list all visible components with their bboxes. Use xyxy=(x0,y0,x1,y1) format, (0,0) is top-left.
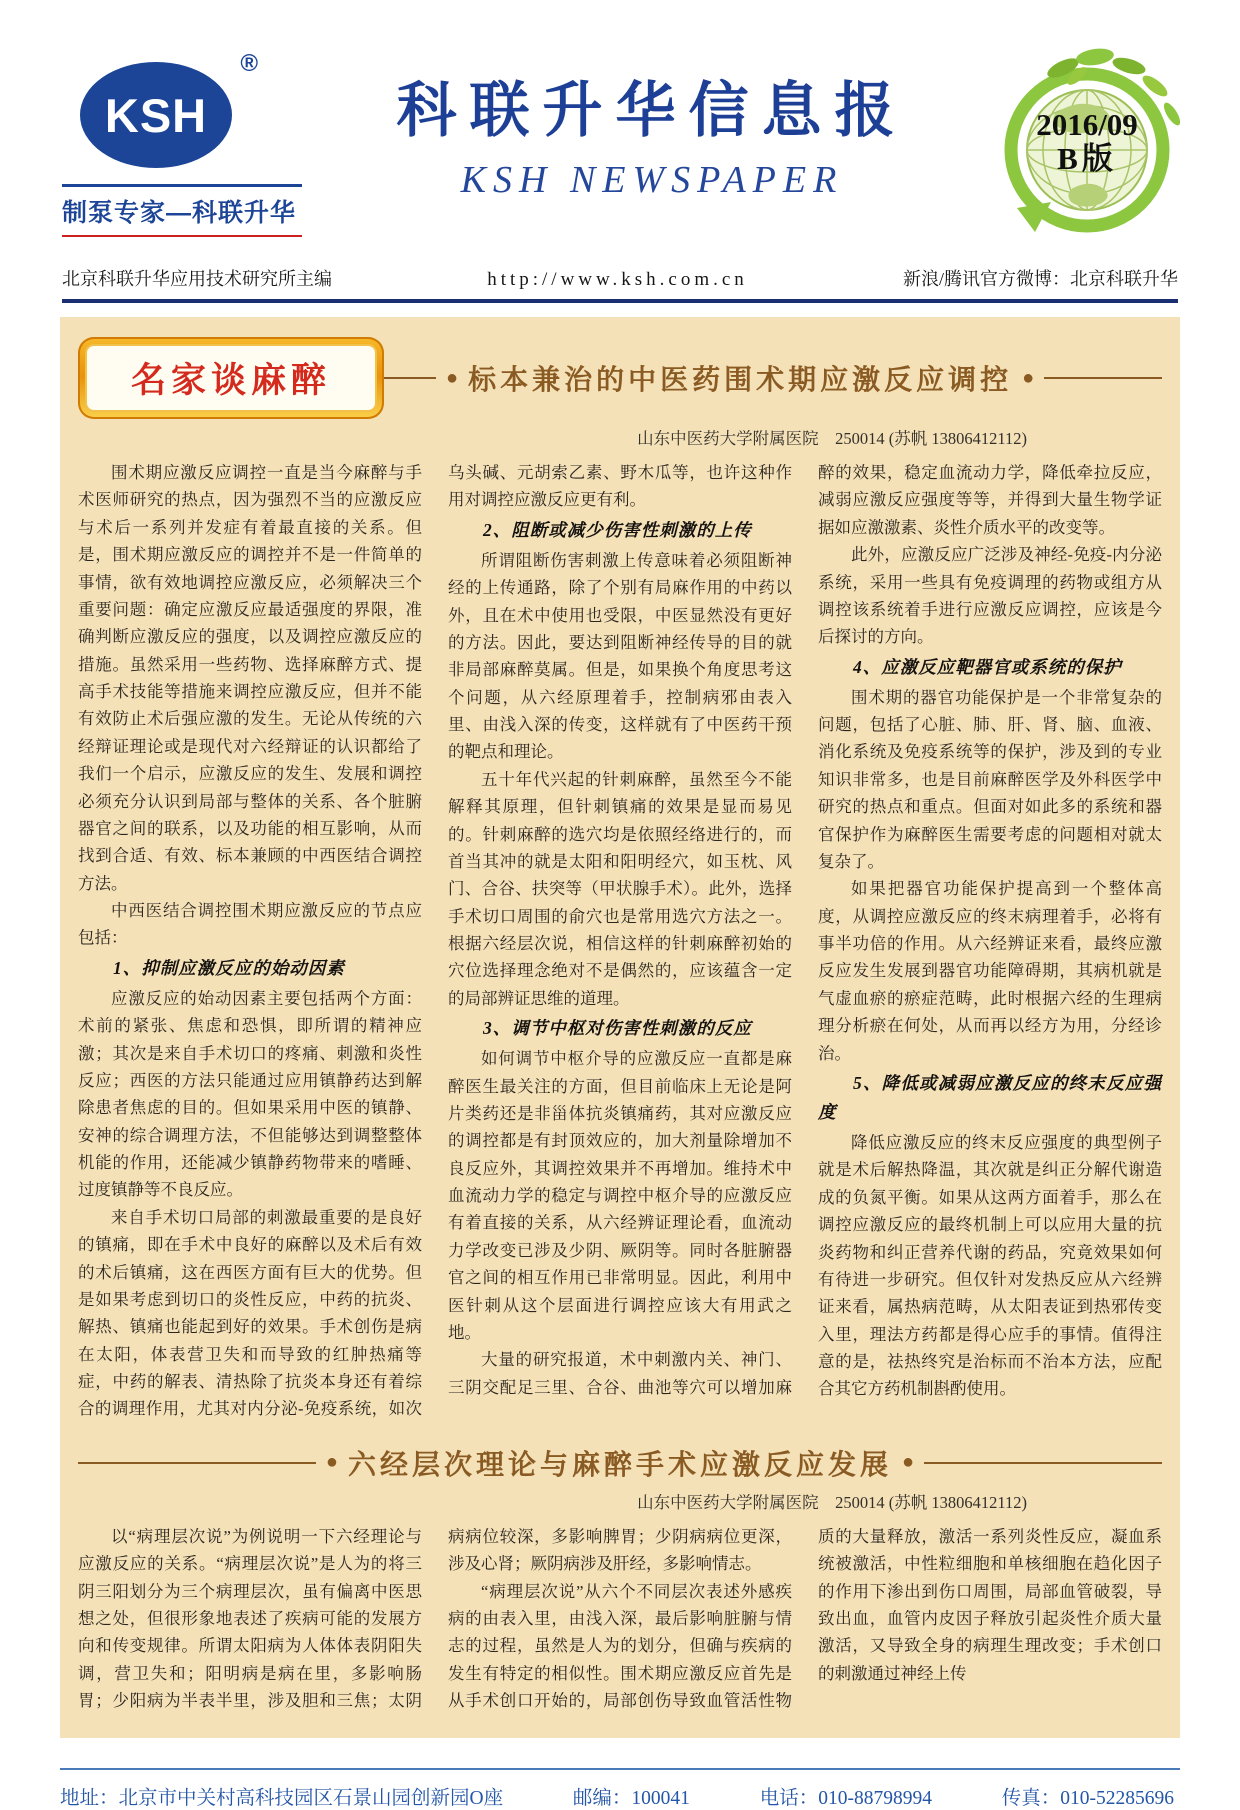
article2-body xyxy=(78,1523,1162,1715)
masthead-divider xyxy=(62,299,1178,303)
ksh-logo xyxy=(80,62,232,168)
article2-title: 六经层次理论与麻醉手术应激反应发展 xyxy=(348,1449,893,1481)
edition-badge xyxy=(987,36,1192,253)
article1-affiliation: 山东中医药大学附属医院 250014 (苏帆 13806412112) xyxy=(637,429,1027,448)
logo-divider-red xyxy=(62,235,302,237)
article-subheading: 3、调节中枢对伤害性刺激的反应 xyxy=(483,1018,752,1039)
title-rule xyxy=(1044,377,1162,379)
bullet-icon: ● xyxy=(325,1451,338,1474)
article-paragraph: 围术期的器官功能保护是一个非常复杂的问题，包括了心脏、肺、肝、肾、脑、血液、消化系统及免疫系统等的保护，涉及到的专业知识非常多，也是目前麻醉医学及外科医学中研究的热点和重点。但面对如此多的系统和器官保护作为麻醉医生需要考虑的问题相对就太复杂了。 xyxy=(818,687,1162,871)
registered-trademark-icon: ® xyxy=(240,50,258,77)
article-paragraph: 降低应激反应的终末反应强度的典型例子就是术后解热降温，其次就是纠正分解代谢造成的负氮平衡。如果从这两方面着手，那么在调控应激反应的最终机制上可以应用大量的抗炎药物和纠正营养代谢的药品，究竟效果如何有待进一步研究。但仅针对发热反应从六经辨证来看，属热病范畴，从太阳表证到热邪传变入里，理法方药都是得心应手的事情。值得注意的是，祛热终究是治标而不治本方法，应配合其它方药机制斟酌使用。 xyxy=(818,1133,1162,1399)
footer-postal-code: 邮编：100041 xyxy=(572,1788,690,1810)
logo-block xyxy=(62,48,317,237)
article-paragraph: 来自手术切口局部的刺激最重要的是良好的镇痛，即在手术中良好的麻醉以及术后有效的术后镇痛，这在西医方面有巨大的优势。但是如果考虑到切口的炎性反应，中药的抗炎、解热、镇痛也能起到好的效果。手术创伤是病在太阳，体表营卫失和而导致的红肿热痛等症，中药的解表、清热除了抗炎本身还有着综合的调理作用，尤其对内分泌-免疫系统，如次乌头碱、元胡索乙素、野木瓜等，也许这种作用对调控应激反应更有利。 xyxy=(78,463,792,1419)
article2-title-row xyxy=(78,1443,1162,1483)
edition-label: B版 xyxy=(1057,141,1117,177)
article-paragraph: 大量的研究报道，术中刺激内关、神门、三阴交配足三里、合谷、曲池等穴可以增加麻醉的效果，稳定血流动力学，降低牵拉反应，减弱应激反应强度等等，并得到大量生物学证据如应激激素、炎性介质水平的改变等。 xyxy=(448,463,1162,1397)
title-rule xyxy=(384,377,436,379)
page-footer xyxy=(60,1768,1180,1810)
edition-date: 2016/09 xyxy=(1036,107,1138,142)
article-subheading: 1、抑制应激反应的始动因素 xyxy=(113,957,345,978)
paper-title: 科联升华信息报 xyxy=(396,78,908,144)
article1-title-row xyxy=(384,358,1162,398)
brand-tagline: 制泵专家—科联升华 xyxy=(62,199,297,227)
article-subheading: 5、降低或减弱应激反应的终末反应强度 xyxy=(818,1072,1162,1122)
footer-phone: 电话：010-88798994 xyxy=(759,1788,932,1810)
edition-badge-text xyxy=(987,108,1187,176)
website-url: http://www.ksh.com.cn xyxy=(487,269,748,290)
bullet-icon: ● xyxy=(446,366,459,389)
footer-address: 地址：北京市中关村高科技园区石景山园创新园O座 xyxy=(60,1788,504,1810)
title-block xyxy=(317,48,987,202)
logo-divider-blue xyxy=(62,184,302,187)
section-header xyxy=(78,337,1162,419)
bullet-icon: ● xyxy=(902,1451,915,1474)
page-content xyxy=(60,317,1180,1738)
article-paragraph: 应激反应的始动因素主要包括两个方面：术前的紧张、焦虑和恐惧，即所谓的精神应激；其次是来自手术切口的疼痛、刺激和炎性反应；西医的方法只能通过应用镇静药达到解除患者焦虑的目的。但如果采用中医的镇静、安神的综合调理方法，不但能够达到调整整体机能的作用，还能减少镇静药物带来的嗜睡、过度镇静等不良反应。 xyxy=(78,988,422,1200)
article-paragraph: 以“病理层次说”为例说明一下六经理论与应激反应的关系。“病理层次说”是人为的将三阴三阳划分为三个病理层次，虽有偏离中医思想之处，但很形象地表述了疾病可能的发展方向和传变规律。所谓太阳病为人体体表阴阳失调，营卫失和；阳明病是病在里，多影响肠胃；少阳病为半表半里，涉及胆和三焦；太阴病病位较深，多影响脾胃；少阴病病位更深，涉及心肾；厥阴病涉及肝经，多影响情志。 xyxy=(78,1526,792,1711)
column-badge-label: 名家谈麻醉 xyxy=(130,361,331,400)
masthead xyxy=(0,0,1240,253)
article-paragraph: 五十年代兴起的针刺麻醉，虽然至今不能解释其原理，但针刺镇痛的效果是显而易见的。针刺麻醉的选穴均是依照经络进行的，而首当其冲的就是太阳和阳明经穴，如玉枕、风门、合谷、扶突等（甲状腺手术）。此外，选择手术切口周围的俞穴也是常用选穴方法之一。根据六经层次说，相信这样的针刺麻醉初始的穴位选择理念绝对不是偶然的，应该蕴含一定的局部辨证思维的道理。 xyxy=(448,769,792,1008)
masthead-info-row xyxy=(62,265,1178,291)
title-rule xyxy=(924,1462,1162,1464)
ksh-logo-text: KSH xyxy=(104,88,208,142)
article-paragraph: “病理层次说”从六个不同层次表述外感疾病的由表入里，由浅入深，最后影响脏腑与情志的过程，虽然是人为的划分，但确与疾病的发生有特定的相似性。围术期应激反应首先是从手术创口开始的，局部创伤导致血管活性物质的大量释放，激活一系列炎性反应，凝血系统被激活，中性粒细胞和单核细胞在趋化因子的作用下渗出到伤口周围，局部血管破裂，导致出血，血管内皮因子释放引起炎性介质大量激活，又导致全身的病理生理改变；手术创口的刺激通过神经上传 xyxy=(448,1526,1162,1711)
article-paragraph: 围术期应激反应调控一直是当今麻醉与手术医师研究的热点，因为强烈不当的应激反应与术后一系列并发症有着最直接的关系。但是，围术期应激反应的调控并不是一件简单的事情，欲有效地调控应激反应，必须解决三个重要问题：确定应激反应最适强度的界限，准确判断应激反应的强度，以及调控应激反应的措施。虽然采用一些药物、选择麻醉方式、提高手术技能等措施来调控应激反应，但并不能有效防止术后强应激的发生。无论从传统的六经辩证理论或是现代对六经辩证的认识都给了我们一个启示，应激反应的发生、发展和调控必须充分认识到局部与整体的关系、各个脏腑器官之间的联系，以及功能的相互影响，从而找到合适、有效、标本兼顾的中西医结合调控方法。 xyxy=(78,463,422,893)
article-paragraph: 如果把器官功能保护提高到一个整体高度，从调控应激反应的终末病理着手，必将有事半功倍的作用。从六经辨证来看，最终应激反应发生发展到器官功能障碍期，其病机就是气虚血瘀的瘀症范畴，此时根据六经的生理病理分析瘀在何处，从而再以经方为用，分经诊治。 xyxy=(818,879,1162,1063)
weibo-line: 新浪/腾讯官方微博：北京科联升华 xyxy=(903,269,1178,289)
footer-fax: 传真：010-52285696 xyxy=(1001,1788,1174,1810)
column-badge xyxy=(78,337,384,419)
article-paragraph: 所谓阻断伤害刺激上传意味着必须阻断神经的上传通路，除了个别有局麻作用的中药以外，且在术中使用也受限，中医显然没有更好的方法。因此，要达到阻断神经传导的目的就非局部麻醉莫属。但是，如果换个角度思考这个问题，从六经原理着手，控制病邪由表入里、由浅入深的传变，这样就有了中医药干预的靶点和理论。 xyxy=(448,550,792,762)
article1-body xyxy=(78,459,1162,1423)
article2-affiliation: 山东中医药大学附属医院 250014 (苏帆 13806412112) xyxy=(637,1492,1027,1512)
article-paragraph: 中西医结合调控围术期应激反应的节点应包括： xyxy=(78,901,422,948)
article1-title: 标本兼治的中医药围术期应激反应调控 xyxy=(468,365,1013,396)
bullet-icon: ● xyxy=(1022,366,1035,389)
editor-line: 北京科联升华应用技术研究所主编 xyxy=(62,269,332,289)
article-paragraph: 此外，应激反应广泛涉及神经-免疫-内分泌系统，采用一些具有免疫调理的药物或组方从调控该系统着手进行应激反应调控，应该是今后探讨的方向。 xyxy=(818,545,1162,647)
title-rule xyxy=(78,1462,316,1464)
paper-subtitle: KSH NEWSPAPER xyxy=(460,159,844,201)
article-paragraph: 如何调节中枢介导的应激反应一直都是麻醉医生最关注的方面，但目前临床上无论是阿片类药还是非甾体抗炎镇痛药，其对应激反应的调控都是有封顶效应的，加大剂量除增加不良反应外，其调控效果并不再增加。维持术中血流动力学的稳定与调控中枢介导的应激反应有着直接的关系，从六经辨证理论看，血流动力学改变已涉及少阴、厥阴等。同时各脏腑器官之间的相互作用已非常明显。因此，利用中医针刺从这个层面进行调控应该大有用武之地。 xyxy=(448,1049,792,1342)
article-subheading: 2、阻断或减少伤害性刺激的上传 xyxy=(483,519,752,540)
article-subheading: 4、应激反应靶器官或系统的保护 xyxy=(853,656,1122,677)
